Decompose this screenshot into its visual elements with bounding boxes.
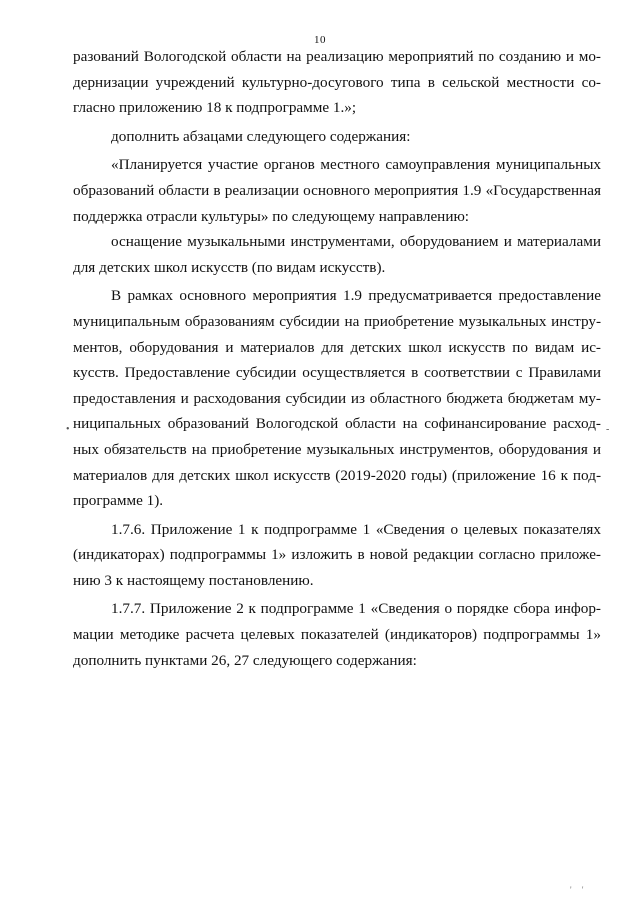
text-line: 1.7.7. Приложение 2 к подпрограмме 1 «Сведения о порядке сбора инфор- — [111, 600, 601, 618]
text-line: дополнить абзацами следующего содержания: — [111, 127, 411, 145]
text-line: разований Вологодской области на реализацию мероприятий по созданию и мо- — [73, 48, 601, 65]
document-body — [73, 44, 601, 673]
text-line: для детских школ искусств (по видам искусств). — [73, 258, 386, 276]
text-line: В рамках основного мероприятия 1.9 предусматривается предоставление — [111, 287, 601, 305]
scan-mark: • — [66, 424, 70, 435]
text-line: образований области в реализации основного мероприятия 1.9 «Государственная — [73, 181, 601, 199]
paragraph-7 — [73, 596, 601, 673]
paragraph-1 — [73, 44, 601, 121]
text-line: (индикаторах) подпрограммы 1» изложить в новой редакции согласно приложе- — [73, 546, 601, 564]
text-line: дернизации учреждений культурно-досугового типа в сельской местности со- — [73, 73, 601, 91]
text-line: «Планируется участие органов местного самоуправления муниципальных — [111, 156, 601, 174]
text-line: поддержка отрасли культуры» по следующему направлению: — [73, 207, 470, 225]
text-line: гласно приложению 18 к подпрограмме 1.»; — [73, 99, 357, 117]
paragraph-6 — [73, 517, 601, 594]
text-line: материалов для детских школ искусств (2019-2020 годы) (приложение 16 к под- — [73, 466, 601, 484]
scan-mark: ' ' — [570, 885, 588, 895]
scan-mark: - — [606, 424, 610, 435]
paragraph-3 — [73, 152, 601, 229]
text-line: программе 1). — [73, 492, 164, 510]
text-line: ных обязательств на приобретение музыкальных инструментов, оборудования и — [73, 440, 601, 458]
text-line: ниципальных образований Вологодской области на софинансирование расход- — [73, 415, 601, 433]
text-line: оснащение музыкальными инструментами, оборудованием и материалами — [111, 233, 601, 251]
paragraph-5 — [73, 283, 601, 513]
text-line: предоставления и расходования субсидии из областного бюджета бюджетам му- — [73, 389, 601, 407]
paragraph-4 — [73, 229, 601, 280]
text-line: муниципальным образованиям субсидии на приобретение музыкальных инстру- — [73, 312, 601, 330]
text-line: нию 3 к настоящему постановлению. — [73, 571, 314, 589]
text-line: мации методике расчета целевых показателей (индикаторов) подпрограммы 1» — [73, 626, 601, 644]
text-line: ментов, оборудования и материалов для детских школ искусств по видам ис- — [73, 338, 601, 356]
text-line: 1.7.6. Приложение 1 к подпрограмме 1 «Сведения о целевых показателях — [111, 520, 601, 538]
text-line: дополнить пунктами 26, 27 следующего содержания: — [73, 651, 417, 669]
text-line: кусств. Предоставление субсидии осуществляется в соответствии с Правилами — [73, 364, 601, 382]
page-number: 10 — [314, 34, 326, 46]
paragraph-2 — [73, 124, 601, 150]
